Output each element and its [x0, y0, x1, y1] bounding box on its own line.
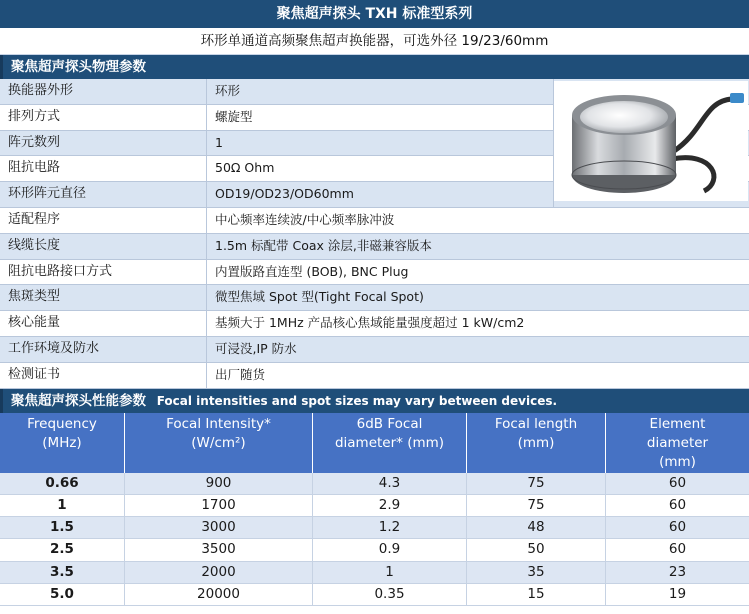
spec-value: 中心频率连续波/中心频率脉冲波: [215, 211, 395, 227]
perf-table-header: [0, 413, 749, 473]
perf-row: [0, 584, 749, 606]
perf-cell: 60: [668, 474, 687, 491]
frequency-cell: 2.5: [0, 539, 125, 560]
ultrasound-transducer-photo-icon: [554, 81, 748, 201]
perf-header-line: Focal length: [494, 415, 578, 432]
perf-cell: 75: [467, 495, 606, 516]
page-title: 聚焦超声探头 TXH 标准型系列: [0, 0, 749, 28]
perf-cell: 0.35: [313, 584, 467, 605]
spec-row: [0, 337, 749, 363]
perf-row: [0, 473, 749, 495]
spec-row: [0, 260, 749, 286]
page-subtitle: 环形单通道高频聚焦超声换能器，可选外径 19/23/60mm: [0, 28, 749, 55]
spec-value: 50Ω Ohm: [207, 156, 554, 181]
perf-header-line: (W/cm²): [191, 434, 246, 451]
perf-header-cell: [467, 413, 606, 473]
perf-header-cell: [0, 413, 125, 473]
spec-row: [0, 363, 749, 389]
perf-header-line: Frequency: [27, 415, 97, 432]
perf-header-cell: [313, 413, 467, 473]
perf-header-line: Focal Intensity*: [166, 415, 271, 432]
perf-cell: 0.9: [313, 539, 467, 560]
spec-value: 1: [207, 131, 554, 156]
spec-value: 出厂随货: [215, 366, 266, 382]
spec-label: 焦斑类型: [0, 285, 207, 310]
perf-cell: 20000: [125, 584, 313, 605]
spec-label: 阻抗电路接口方式: [0, 260, 207, 285]
frequency-cell: 1: [0, 495, 125, 516]
spec-label: 排列方式: [0, 105, 207, 130]
spec-label: 阻抗电路: [0, 156, 207, 181]
perf-header-line: Element: [649, 415, 706, 432]
perf-table-body: [0, 473, 749, 607]
perf-cell: 900: [125, 473, 313, 494]
spec-value: 内置版路直连型 (BOB), BNC Plug: [215, 263, 409, 279]
perf-row: [0, 495, 749, 517]
perf-cell: 4.3: [313, 473, 467, 494]
perf-header-cell: [606, 413, 749, 473]
perf-cell: 1700: [125, 495, 313, 516]
spec-label: 环形阵元直径: [0, 182, 207, 207]
perf-cell: 1: [313, 562, 467, 583]
perf-row: [0, 562, 749, 584]
perf-header-line: (MHz): [42, 434, 82, 451]
frequency-cell: 1.5: [0, 517, 125, 538]
perf-cell: 2000: [125, 562, 313, 583]
perf-cell: 75: [467, 473, 606, 494]
perf-cell: 35: [467, 562, 606, 583]
perf-cell: 23: [668, 563, 687, 580]
spec-row: [0, 234, 749, 260]
spec-row: [0, 285, 749, 311]
perf-cell: 60: [668, 519, 687, 536]
perf-cell: 48: [467, 517, 606, 538]
perf-header-line: diameter* (mm): [334, 434, 445, 451]
perf-header-line: (mm): [659, 453, 696, 470]
perf-cell: 3500: [125, 539, 313, 560]
perf-section-title: [0, 389, 749, 413]
frequency-cell: 3.5: [0, 562, 125, 583]
frequency-cell: 0.66: [0, 473, 125, 494]
perf-cell: 15: [467, 584, 606, 605]
spec-row: [0, 311, 749, 337]
spec-value: 螺旋型: [207, 105, 554, 130]
perf-cell: 3000: [125, 517, 313, 538]
perf-cell: 19: [668, 586, 687, 603]
perf-cell: 2.9: [313, 495, 467, 516]
perf-row: [0, 517, 749, 539]
spec-section-title-text: 聚焦超声探头物理参数: [11, 59, 146, 75]
perf-cell: 60: [668, 541, 687, 558]
transducer-photo: [553, 81, 748, 201]
spec-value: 可浸没,IP 防水: [215, 340, 297, 356]
perf-cell: 50: [467, 539, 606, 560]
spec-value: 基频大于 1MHz 产品核心焦域能量强度超过 1 kW/cm2: [215, 315, 525, 331]
spec-label: 线缆长度: [0, 234, 207, 259]
perf-header-line: diameter: [646, 434, 709, 451]
spec-row: [0, 208, 749, 234]
perf-row: [0, 539, 749, 561]
spec-label: 核心能量: [0, 311, 207, 336]
spec-label: 阵元数列: [0, 131, 207, 156]
spec-table: [0, 79, 749, 389]
spec-label: 检测证书: [0, 363, 207, 388]
spec-label: 工作环境及防水: [0, 337, 207, 362]
spec-value: OD19/OD23/OD60mm: [207, 182, 554, 207]
perf-cell: 60: [668, 496, 687, 513]
spec-section-title: [0, 55, 749, 79]
spec-value: 1.5m 标配带 Coax 涂层,非磁兼容版本: [215, 237, 432, 253]
perf-header-line: (mm): [517, 434, 555, 451]
spec-label: 适配程序: [0, 208, 207, 233]
perf-cell: 1.2: [313, 517, 467, 538]
spec-value: 微型焦域 Spot 型(Tight Focal Spot): [215, 289, 424, 305]
spec-label: 换能器外形: [0, 79, 207, 104]
frequency-cell: 5.0: [0, 584, 125, 605]
perf-section-title-text: 聚焦超声探头性能参数: [11, 392, 146, 409]
perf-section-note: Focal intensities and spot sizes may vary between devices.: [156, 393, 558, 408]
spec-value: 环形: [207, 79, 554, 104]
perf-header-line: 6dB Focal: [356, 415, 423, 432]
perf-header-cell: [125, 413, 313, 473]
